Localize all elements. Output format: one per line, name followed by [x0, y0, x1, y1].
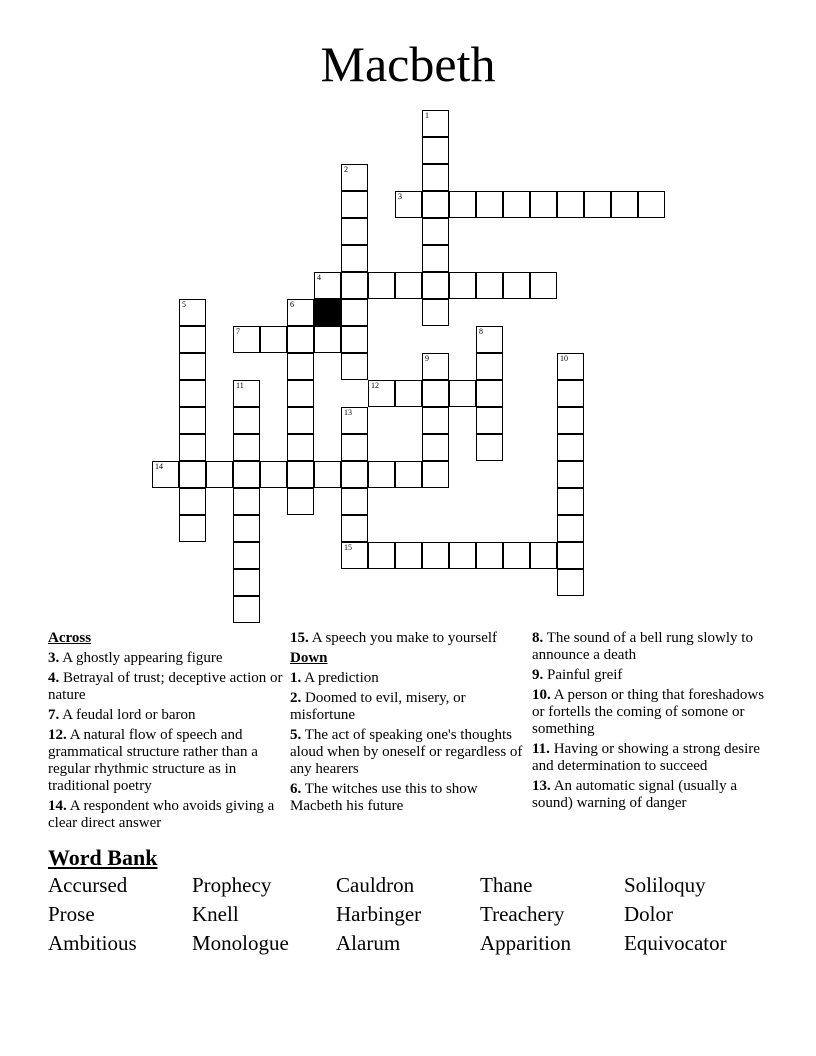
crossword-cell[interactable] [179, 434, 206, 461]
crossword-cell[interactable] [233, 434, 260, 461]
crossword-cell[interactable] [341, 326, 368, 353]
crossword-cell[interactable] [611, 191, 638, 218]
crossword-cell[interactable] [503, 272, 530, 299]
crossword-cell[interactable] [422, 164, 449, 191]
crossword-cell[interactable] [557, 515, 584, 542]
clue-down-1: 1. A prediction [290, 670, 379, 686]
crossword-cell[interactable] [287, 299, 314, 326]
clue-down-13: 13. An automatic signal (usually a sound) warning of danger [532, 778, 737, 811]
clue-across-7: 7. A feudal lord or baron [48, 707, 196, 723]
crossword-cell[interactable] [557, 488, 584, 515]
crossword-cell[interactable] [476, 434, 503, 461]
crossword-cell[interactable] [314, 272, 341, 299]
crossword-cell[interactable] [395, 380, 422, 407]
clue-across-4: 4. Betrayal of trust; deceptive action or nature [48, 670, 283, 703]
crossword-cell[interactable] [557, 461, 584, 488]
crossword-cell[interactable] [341, 272, 368, 299]
crossword-cell[interactable] [233, 380, 260, 407]
crossword-cell[interactable] [287, 407, 314, 434]
clue-number: 9 [425, 354, 429, 363]
crossword-cell[interactable] [260, 326, 287, 353]
crossword-cell[interactable] [341, 218, 368, 245]
crossword-cell[interactable] [233, 407, 260, 434]
word-bank-item: Equivocator [624, 931, 727, 955]
crossword-cell[interactable] [233, 596, 260, 623]
crossword-cell[interactable] [179, 461, 206, 488]
crossword-cell[interactable] [368, 380, 395, 407]
crossword-cell[interactable] [179, 326, 206, 353]
word-bank [48, 873, 788, 956]
crossword-cell[interactable] [260, 461, 287, 488]
word-bank-item: Treachery [480, 902, 565, 926]
crossword-cell[interactable] [422, 299, 449, 326]
crossword-cell[interactable] [503, 191, 530, 218]
across-heading: Across [48, 630, 92, 646]
clue-number: 3 [398, 192, 402, 201]
crossword-cell[interactable] [449, 272, 476, 299]
crossword-cell[interactable] [287, 326, 314, 353]
crossword-cell[interactable] [503, 542, 530, 569]
crossword-cell[interactable] [233, 569, 260, 596]
crossword-cell[interactable] [476, 542, 503, 569]
crossword-cell[interactable] [422, 272, 449, 299]
clue-number: 5 [182, 300, 186, 309]
crossword-cell[interactable] [152, 461, 179, 488]
clue-number: 14 [155, 462, 163, 471]
crossword-cell[interactable] [287, 353, 314, 380]
word-bank-item: Thane [480, 873, 533, 897]
crossword-black-cell [314, 299, 341, 326]
crossword-cell[interactable] [287, 380, 314, 407]
crossword-cell[interactable] [314, 326, 341, 353]
clue-across-3: 3. A ghostly appearing figure [48, 650, 223, 666]
clue-number: 10 [560, 354, 568, 363]
clue-down-9: 9. Painful greif [532, 667, 623, 683]
clue-number: 6 [290, 300, 294, 309]
crossword-cell[interactable] [395, 272, 422, 299]
crossword-cell[interactable] [341, 299, 368, 326]
crossword-cell[interactable] [341, 245, 368, 272]
crossword-cell[interactable] [476, 407, 503, 434]
word-bank-item: Monologue [192, 931, 289, 955]
crossword-cell[interactable] [341, 461, 368, 488]
clue-number: 7 [236, 327, 240, 336]
clue-down-2: 2. Doomed to evil, misery, or misfortune [290, 690, 466, 723]
clues-column-3 [532, 630, 768, 815]
crossword-cell[interactable] [476, 353, 503, 380]
crossword-cell[interactable] [206, 461, 233, 488]
clue-down-5: 5. The act of speaking one's thoughts aloud when by oneself or regardless of any hearers [290, 727, 523, 777]
crossword-cell[interactable] [422, 218, 449, 245]
crossword-cell[interactable] [557, 434, 584, 461]
crossword-cell[interactable] [287, 434, 314, 461]
clue-number: 8 [479, 327, 483, 336]
page-title: Macbeth [320, 36, 496, 92]
crossword-cell[interactable] [449, 542, 476, 569]
clues-column-2 [290, 630, 526, 818]
word-bank-item: Ambitious [48, 931, 137, 955]
crossword-cell[interactable] [233, 326, 260, 353]
crossword-cell[interactable] [557, 407, 584, 434]
word-bank-item: Soliloquy [624, 873, 706, 897]
crossword-cell[interactable] [233, 488, 260, 515]
crossword-cell[interactable] [449, 380, 476, 407]
clue-number: 13 [344, 408, 352, 417]
crossword-cell[interactable] [476, 191, 503, 218]
crossword-cell[interactable] [341, 542, 368, 569]
clue-down-10: 10. A person or thing that foreshadows or fortells the coming of somone or something [532, 687, 765, 737]
clue-number: 2 [344, 165, 348, 174]
crossword-cell[interactable] [233, 515, 260, 542]
clue-number: 4 [317, 273, 321, 282]
crossword-cell[interactable] [422, 380, 449, 407]
word-bank-item: Prophecy [192, 873, 272, 897]
crossword-cell[interactable] [233, 461, 260, 488]
word-bank-item: Alarum [336, 931, 401, 955]
crossword-cell[interactable] [557, 569, 584, 596]
clue-across-15: 15. A speech you make to yourself [290, 630, 498, 646]
crossword-cell[interactable] [422, 407, 449, 434]
crossword-cell[interactable] [395, 461, 422, 488]
word-bank-item: Dolor [624, 902, 673, 926]
crossword-cell[interactable] [179, 407, 206, 434]
word-bank-item: Cauldron [336, 873, 415, 897]
crossword-cell[interactable] [638, 191, 665, 218]
crossword-cell[interactable] [476, 380, 503, 407]
crossword-cell[interactable] [314, 461, 341, 488]
crossword-cell[interactable] [422, 191, 449, 218]
crossword-cell[interactable] [341, 353, 368, 380]
down-heading: Down [290, 650, 328, 666]
clue-across-14: 14. A respondent who avoids giving a clear direct answer [48, 798, 275, 831]
crossword-cell[interactable] [341, 191, 368, 218]
crossword-cell[interactable] [179, 380, 206, 407]
crossword-cell[interactable] [530, 272, 557, 299]
crossword-cell[interactable] [179, 299, 206, 326]
crossword-cell[interactable] [368, 542, 395, 569]
clue-number: 15 [344, 543, 352, 552]
crossword-cell[interactable] [368, 272, 395, 299]
crossword-cell[interactable] [179, 488, 206, 515]
clue-down-11: 11. Having or showing a strong desire and determination to succeed [532, 741, 760, 774]
crossword-cell[interactable] [422, 434, 449, 461]
clue-number: 12 [371, 381, 379, 390]
word-bank-item: Apparition [480, 931, 571, 955]
crossword-cell[interactable] [476, 272, 503, 299]
crossword-cell[interactable] [530, 542, 557, 569]
crossword-cell[interactable] [368, 461, 395, 488]
crossword-cell[interactable] [557, 380, 584, 407]
word-bank-item: Knell [192, 902, 239, 926]
crossword-cell[interactable] [341, 164, 368, 191]
crossword-cell[interactable] [584, 191, 611, 218]
clues-column-1 [48, 630, 284, 835]
crossword-cell[interactable] [557, 191, 584, 218]
crossword-cell[interactable] [530, 191, 557, 218]
crossword-cell[interactable] [233, 542, 260, 569]
crossword-cell[interactable] [422, 245, 449, 272]
crossword-cell[interactable] [341, 515, 368, 542]
crossword-cell[interactable] [422, 461, 449, 488]
crossword-cell[interactable] [476, 326, 503, 353]
crossword-cell[interactable] [422, 542, 449, 569]
clue-across-12: 12. A natural flow of speech and grammatical structure rather than a regular rhythmic structure as in traditional poetry [48, 727, 258, 794]
clue-number: 11 [236, 381, 244, 390]
clue-down-8: 8. The sound of a bell rung slowly to announce a death [532, 630, 753, 663]
crossword-cell[interactable] [341, 407, 368, 434]
crossword-cell[interactable] [395, 542, 422, 569]
crossword-cell[interactable] [287, 461, 314, 488]
crossword-cell[interactable] [395, 191, 422, 218]
crossword-cell[interactable] [287, 488, 314, 515]
word-bank-item: Accursed [48, 873, 128, 897]
crossword-cell[interactable] [449, 191, 476, 218]
crossword-cell[interactable] [179, 515, 206, 542]
word-bank-item: Harbinger [336, 902, 422, 926]
crossword-cell[interactable] [422, 353, 449, 380]
crossword-cell[interactable] [557, 542, 584, 569]
crossword-cell[interactable] [179, 353, 206, 380]
word-bank-item: Prose [48, 902, 95, 926]
crossword-cell[interactable] [557, 353, 584, 380]
crossword-cell[interactable] [422, 110, 449, 137]
crossword-cell[interactable] [422, 137, 449, 164]
word-bank-title: Word Bank [48, 845, 158, 870]
crossword-cell[interactable] [341, 488, 368, 515]
clue-down-6: 6. The witches use this to show Macbeth his future [290, 781, 478, 814]
clue-number: 1 [425, 111, 429, 120]
crossword-cell[interactable] [341, 434, 368, 461]
